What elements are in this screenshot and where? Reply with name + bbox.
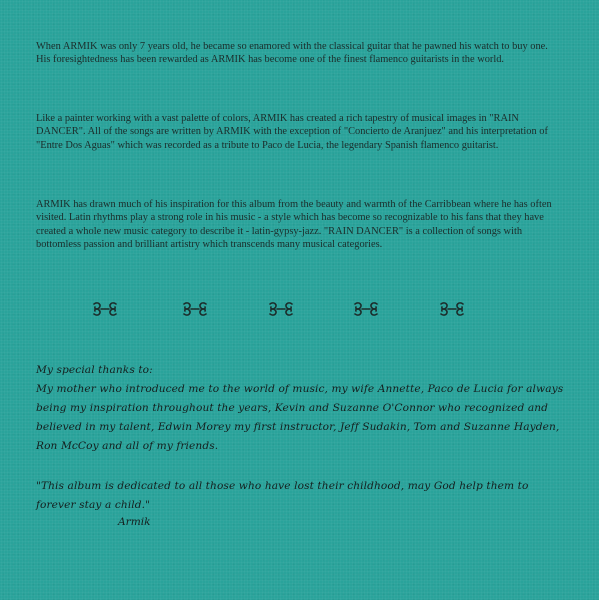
paragraph-rain-dancer: Like a painter working with a vast palette of colors, ARMIK has created a rich tapestry of musical images in "RAIN DANCER". All of the songs are written by ARMIK with the exception of "Concierto de Aranjuez" and his interpretation of "Entre Dos Aguas" which was recorded as a tribute to Paco de Lucia, the legendary Spanish flamenco guitarist. bbox=[36, 113, 548, 151]
dedication-quote: "This album is dedicated to all those who have lost their childhood, may God help them to forever stay a child." bbox=[36, 480, 529, 511]
scroll-flourish-icon bbox=[181, 300, 209, 318]
scroll-flourish-icon bbox=[438, 300, 466, 318]
scroll-flourish-icon bbox=[267, 300, 295, 318]
signature: Armik bbox=[118, 516, 151, 528]
ornament-divider bbox=[0, 300, 599, 324]
paragraph-childhood: When ARMIK was only 7 years old, he became so enamored with the classical guitar that he pawned his watch to buy one. His foresightedness has been rewarded as ARMIK has become one of the finest flamenco guitarists in the world. bbox=[36, 41, 548, 66]
paragraph-inspiration: ARMIK has drawn much of his inspiration for this album from the beauty and warmth of the Carribbean where he has often visited. Latin rhythms play a strong role in his music - a style which has become so recognizable to his fans that they have created a whole new music category to describe it - latin-gypsy-jazz. "RAIN DANCER" is a collection of songs with bottomless passion and brilliant artistry which transcends many musical categories. bbox=[36, 199, 552, 251]
thanks-title: My special thanks to: bbox=[36, 364, 153, 376]
thanks-section bbox=[36, 361, 576, 456]
scroll-flourish-icon bbox=[352, 300, 380, 318]
thanks-body: My mother who introduced me to the world of music, my wife Annette, Paco de Lucia for always being my inspiration throughout the years, Kevin and Suzanne O'Connor who recognized and believed in my talent, Edwin Morey my first instructor, Jeff Sudakin, Tom and Suzanne Hayden, Ron McCoy and all of my friends. bbox=[36, 383, 564, 452]
scroll-flourish-icon bbox=[91, 300, 119, 318]
